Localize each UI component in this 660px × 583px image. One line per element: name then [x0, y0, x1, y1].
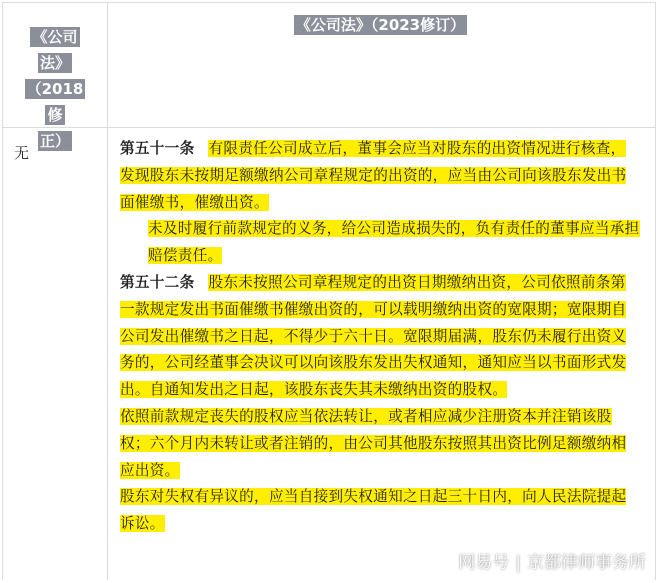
article-52-text-2: 依照前款规定丧失的股权应当依法转让，或者相应减少注册资本并注销该股权；六个月内未转让或者注销的，由公司其他股东按照其出资比例足额缴纳相应出资。 — [120, 407, 627, 479]
article-52-text-3: 股东对失权有异议的，应当自接到失权通知之日起三十日内，向人民法院提起诉讼。 — [120, 488, 627, 533]
article-52-paragraph-3 — [120, 484, 640, 538]
table-border-left — [2, 2, 3, 580]
article-52-text-1: 股东未按照公司章程规定的出资日期缴纳出资，公司依照前条第一款规定发出书面催缴书催缴出资的，可以载明缴纳出资的宽限期；宽限期自公司发出催缴书之日起，不得少于六十日。宽限期届满，股东仍未履行出资义务的，公司经董事会决议可以向该股东发出失权通知，通知应当以书面形式发出。自通知发出之日起，该股东丧失其未缴纳出资的股权。 — [120, 273, 627, 399]
article-51-text-2: 未及时履行前款规定的义务，给公司造成损失的，负有责任的董事应当承担赔偿责任。 — [148, 220, 640, 265]
table-border-right — [655, 2, 656, 580]
header-old-law-line: （2018修 — [26, 80, 84, 124]
header-old-law-line: 法》 — [39, 54, 70, 72]
new-law-content — [120, 136, 640, 538]
header-old-law — [20, 24, 90, 154]
watermark: 网易号 | 京都律师事务所 — [458, 553, 646, 573]
article-51-paragraph — [120, 136, 640, 216]
article-51-title: 第五十一条 — [120, 140, 195, 157]
article-51-text-1: 有限责任公司成立后，董事会应当对股东的出资情况进行核查，发现股东未按期足额缴纳公司章程规定的出资的，应当由公司向该股东发出书面催缴书，催缴出资。 — [120, 140, 627, 211]
watermark-source: 网易号 — [458, 553, 510, 573]
header-new-law — [108, 12, 653, 38]
old-law-content: 无 — [14, 144, 30, 162]
article-51-paragraph-2 — [120, 216, 640, 270]
table-border-top — [2, 2, 656, 3]
article-52-paragraph — [120, 270, 640, 404]
header-old-law-line: 《公司 — [32, 28, 78, 46]
article-52-paragraph-2 — [120, 404, 640, 484]
header-old-law-line: 正） — [39, 132, 70, 150]
watermark-account: 京都律师事务所 — [527, 553, 646, 573]
table-column-divider — [107, 2, 108, 580]
article-52-title: 第五十二条 — [120, 273, 195, 291]
header-new-law-label: 《公司法》（2023修订） — [295, 16, 466, 34]
table-border-header-bottom — [2, 127, 656, 128]
